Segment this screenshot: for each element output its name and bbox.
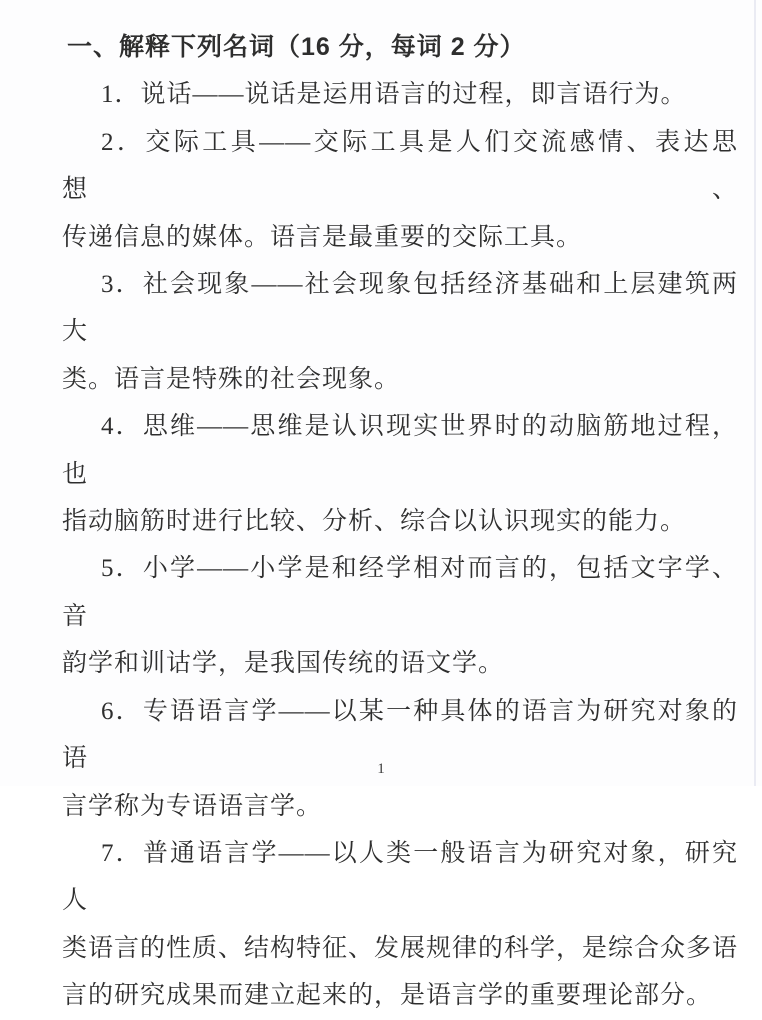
definition-item <box>62 545 738 687</box>
definition-item <box>62 261 738 403</box>
text-line: 5．小学——小学是和经学相对而言的，包括文字学、音 <box>62 555 738 630</box>
definition-item <box>62 71 738 118</box>
definition-item <box>62 119 738 261</box>
text-line: 6．专语语言学——以某一种具体的语言为研究对象的语 <box>62 697 738 773</box>
text-line: 言的研究成果而建立起来的，是语言学的重要理论部分。 <box>62 982 713 1010</box>
page-number: 1 <box>377 761 385 777</box>
text-line: 2．交际工具——交际工具是人们交流感情、表达思想、 <box>62 128 738 204</box>
page-content <box>62 24 738 1020</box>
section-heading: 一、解释下列名词（16 分，每词 2 分） <box>67 33 526 61</box>
items-container <box>62 71 738 1019</box>
text-line: 传递信息的媒体。语言是最重要的交际工具。 <box>62 223 583 251</box>
definition-item <box>62 403 738 545</box>
text-line: 类语言的性质、结构特征、发展规律的科学，是综合众多语 <box>62 934 739 962</box>
text-line: 1．说话——说话是运用语言的过程，即言语行为。 <box>101 81 687 109</box>
definition-item <box>62 688 738 830</box>
text-line: 指动脑筋时进行比较、分析、综合以认识现实的能力。 <box>62 508 687 536</box>
text-line: 言学称为专语语言学。 <box>62 792 323 820</box>
text-line: 类。语言是特殊的社会现象。 <box>62 365 401 393</box>
definition-item <box>62 830 738 1020</box>
text-line: 3．社会现象——社会现象包括经济基础和上层建筑两大 <box>62 271 738 346</box>
text-line: 4．思维——思维是认识现实世界时的动脑筋地过程，也 <box>62 413 738 488</box>
text-line: 韵学和训诂学，是我国传统的语文学。 <box>62 650 505 678</box>
page-edge-line <box>754 0 756 786</box>
text-line: 7．普通语言学——以人类一般语言为研究对象，研究人 <box>62 839 738 915</box>
